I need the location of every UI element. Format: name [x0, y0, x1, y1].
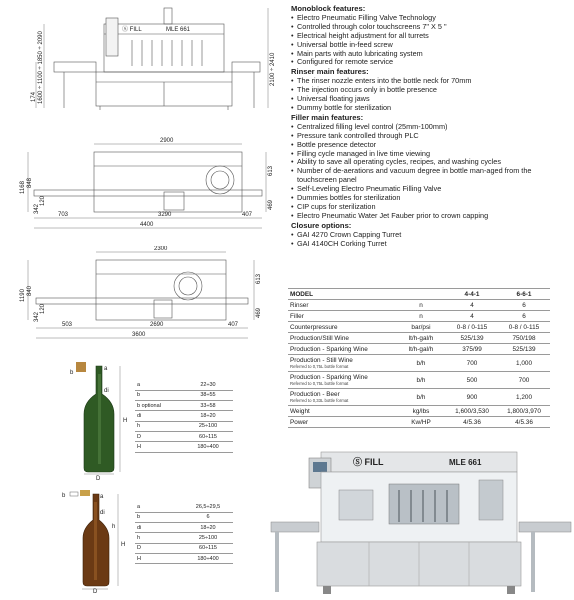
model-table-row — [288, 389, 550, 406]
row-note: Referred to 0,75L bottle format — [290, 364, 349, 369]
spec-key: b — [135, 512, 183, 522]
spec-value: 22÷30 — [183, 380, 233, 390]
photo-logo: Ⓢ FILL — [353, 457, 384, 467]
rinser-item: • The injection occurs only in bottle presence — [291, 86, 571, 95]
spec-key: di — [135, 411, 183, 421]
row-label-cell — [288, 372, 396, 389]
spec-key: D — [135, 543, 183, 553]
dim-407: 407 — [242, 212, 253, 218]
dim-840: 840 — [27, 285, 33, 296]
row-c3-cell: 0-8 / 0-115 — [446, 322, 498, 333]
wine-label-di: di — [104, 388, 109, 394]
dim-3600: 3600 — [132, 332, 146, 338]
spec-row — [135, 523, 233, 533]
row-c2-cell: bar/psi — [396, 322, 446, 333]
monoblock-item: • Electro Pneumatic Filling Valve Technology — [291, 14, 571, 23]
row-label: Production/Still Wine — [290, 334, 349, 342]
filler-item: • Filling cycle managed in live time viewing — [291, 150, 571, 159]
row-c4-cell: 0-8 / 0-115 — [498, 322, 550, 333]
dim-front-174: 174 — [31, 91, 37, 102]
filler-item: • Pressure tank controlled through PLC — [291, 132, 571, 141]
row-label-cell — [288, 406, 396, 417]
dim-703: 703 — [58, 212, 69, 218]
filler-item: • Bottle presence detector — [291, 141, 571, 150]
row-c3-cell: 900 — [446, 389, 498, 406]
spec-value: 25÷100 — [183, 421, 233, 431]
row-c2-cell: lt/h-gal/h — [396, 333, 446, 344]
row-c4-cell: 6 — [498, 311, 550, 322]
model-table-row — [288, 344, 550, 355]
beer-label-H: H — [121, 542, 126, 548]
spec-row — [135, 543, 233, 553]
monoblock-list — [291, 14, 571, 67]
top-view-small-svg — [14, 246, 276, 346]
monoblock-item: • Main parts with auto lubricating system — [291, 50, 571, 59]
filler-item: • Number of de-aerations and vacuum degree in bottle man-aged from the touchscreen panel — [291, 167, 571, 185]
touchscreen-icon — [313, 462, 327, 472]
row-c2-cell: b/h — [396, 389, 446, 406]
beer-label-h: h — [112, 524, 116, 530]
row-c2-cell: b/h — [396, 355, 446, 372]
dim-503: 503 — [62, 322, 73, 328]
spec-row — [135, 502, 233, 512]
dim-613: 613 — [268, 165, 274, 176]
row-c3-cell: 525/139 — [446, 333, 498, 344]
wine-label-a: a — [104, 366, 108, 372]
filler-item: • Electro Pneumatic Water Jet Fauber prior to crown capping — [291, 212, 571, 221]
dim-3290: 3290 — [158, 212, 172, 218]
spec-key: a — [135, 380, 183, 390]
dim-848: 848 — [27, 177, 33, 188]
dim-407-small: 407 — [228, 322, 239, 328]
dim-1168: 1168 — [20, 181, 26, 194]
front-view-drawing — [14, 4, 276, 124]
dim-613-small: 613 — [256, 273, 262, 284]
machine-photo — [269, 450, 574, 600]
row-c4-cell: 1,000 — [498, 355, 550, 372]
filler-title: Filler main features: — [291, 112, 364, 122]
row-c3-cell: 700 — [446, 355, 498, 372]
model-table-header — [288, 289, 550, 300]
header-441: 4-4-1 — [446, 289, 498, 300]
spec-value: 180÷400 — [183, 442, 233, 452]
row-c3-cell: 4/5.36 — [446, 417, 498, 428]
spec-key: h — [135, 421, 183, 431]
spec-row — [135, 421, 233, 431]
spec-key: D — [135, 431, 183, 441]
header-model: MODEL — [288, 289, 396, 300]
monoblock-item: • Controlled through color touchscreens 7" X 5 " — [291, 23, 571, 32]
row-label: Rinser — [290, 301, 309, 309]
model-table-row — [288, 300, 550, 311]
beer-label-di: di — [100, 510, 105, 516]
machine-photo-svg — [269, 450, 574, 600]
monoblock-title: Monoblock features: — [291, 4, 366, 13]
model-table-row — [288, 406, 550, 417]
row-c4-cell: 700 — [498, 372, 550, 389]
row-c2-cell: b/h — [396, 372, 446, 389]
beer-label-d: D — [93, 589, 98, 593]
dim-front-height-left: 1600 ÷ 1100 ÷ 1850 ÷ 2090 — [38, 31, 44, 104]
beer-label-b: b — [62, 493, 66, 499]
row-c4-cell: 1,800/3,970 — [498, 406, 550, 417]
row-label-cell — [288, 311, 396, 322]
filler-list — [291, 123, 571, 221]
monoblock-item: • Configured for remote service — [291, 58, 571, 67]
dim-469-small: 469 — [256, 307, 262, 318]
spec-key: a — [135, 502, 183, 512]
closure-list — [291, 231, 571, 249]
rinser-item: • Dummy bottle for sterilization — [291, 104, 571, 113]
filler-item: • Self-Leveling Electro Pneumatic Filling Valve — [291, 185, 571, 194]
monoblock-item: • Universal bottle in-feed screw — [291, 41, 571, 50]
rinser-item: • The rinser nozzle enters into the bottle neck for 70mm — [291, 77, 571, 86]
row-c3-cell: 1,600/3,530 — [446, 406, 498, 417]
spec-key: b — [135, 390, 183, 400]
spec-value: 60÷115 — [183, 431, 233, 441]
dim-469: 469 — [268, 199, 274, 210]
top-view-large-svg — [14, 136, 276, 236]
row-c4-cell: 4/5.36 — [498, 417, 550, 428]
row-c3-cell: 4 — [446, 311, 498, 322]
row-label: Production - Still Wine — [290, 357, 353, 364]
dim-2690: 2690 — [150, 322, 164, 328]
wine-spec-table — [135, 380, 233, 453]
spec-key: di — [135, 523, 183, 533]
closure-item: • GAI 4270 Crown Capping Turret — [291, 231, 571, 240]
front-logo: Ⓢ FILL — [122, 27, 142, 33]
closure-item: • GAI 4140CH Corking Turret — [291, 240, 571, 249]
spec-value: 33÷58 — [183, 401, 233, 411]
spec-row — [135, 553, 233, 563]
spec-value: 25÷100 — [183, 533, 233, 543]
rinser-title: Rinser main features: — [291, 67, 369, 77]
dim-2900: 2900 — [160, 138, 174, 144]
beer-spec-table — [135, 502, 233, 564]
dim-342: 342 — [34, 203, 40, 214]
beer-bottle-svg — [60, 488, 130, 593]
spec-key: H — [135, 553, 183, 563]
row-label: Weight — [290, 407, 310, 415]
spec-value: 6 — [183, 512, 233, 522]
spec-key: h — [135, 533, 183, 543]
row-c4-cell: 750/198 — [498, 333, 550, 344]
row-c3-cell: 500 — [446, 372, 498, 389]
row-label-cell — [288, 300, 396, 311]
row-label-cell — [288, 389, 396, 406]
model-table-row — [288, 372, 550, 389]
top-view-small-drawing — [14, 246, 276, 346]
row-c2-cell: n — [396, 300, 446, 311]
spec-value: 18÷20 — [183, 411, 233, 421]
spec-row — [135, 390, 233, 400]
filler-item: • Dummies bottles for sterilization — [291, 194, 571, 203]
row-c3-cell: 375/99 — [446, 344, 498, 355]
row-c2-cell: Kw/HP — [396, 417, 446, 428]
row-label-cell — [288, 344, 396, 355]
spec-row — [135, 411, 233, 421]
row-label: Counterpressure — [290, 323, 338, 331]
spec-value: 26,5÷29,5 — [183, 502, 233, 512]
wine-cork — [76, 362, 86, 372]
row-label: Production - Sparking Wine — [290, 345, 368, 353]
row-label: Production - Beer — [290, 391, 340, 398]
wine-label-d: D — [96, 476, 101, 480]
wine-label-b: b — [70, 370, 74, 376]
photo-model-plate: MLE 661 — [449, 458, 482, 467]
dim-120: 120 — [40, 195, 46, 206]
dim-4400: 4400 — [140, 222, 154, 228]
dim-120-small: 120 — [40, 303, 46, 314]
model-table-row — [288, 311, 550, 322]
spec-row — [135, 431, 233, 441]
rinser-item: • Universal floating jaws — [291, 95, 571, 104]
model-spec-table — [288, 288, 550, 428]
filler-item: • Centralized filling level control (25mm-100mm) — [291, 123, 571, 132]
spec-key: H — [135, 442, 183, 452]
rinser-list — [291, 77, 571, 113]
header-unit — [396, 289, 446, 300]
spec-row — [135, 380, 233, 390]
dim-2300: 2300 — [154, 246, 168, 252]
model-table-row — [288, 333, 550, 344]
dim-342-small: 342 — [34, 311, 40, 322]
row-c2-cell: kg/lbs — [396, 406, 446, 417]
row-note: Referred to 0,33L bottle format — [290, 398, 349, 403]
row-label: Filler — [290, 312, 304, 320]
row-c2-cell: n — [396, 311, 446, 322]
spec-key: b optional — [135, 401, 183, 411]
row-c4-cell: 525/139 — [498, 344, 550, 355]
beer-bottle-diagram — [60, 488, 130, 593]
model-table-row — [288, 355, 550, 372]
top-view-large-drawing — [14, 136, 276, 236]
header-661: 6-6-1 — [498, 289, 550, 300]
beer-label-a: a — [100, 494, 104, 500]
row-label-cell — [288, 322, 396, 333]
front-view-svg — [14, 4, 276, 124]
row-c4-cell: 1,200 — [498, 389, 550, 406]
wine-bottle-diagram — [60, 362, 130, 480]
row-c3-cell: 4 — [446, 300, 498, 311]
row-c2-cell: lt/h-gal/h — [396, 344, 446, 355]
filler-item: • CIP cups for sterilization — [291, 203, 571, 212]
row-c4-cell: 6 — [498, 300, 550, 311]
spec-value: 18÷20 — [183, 523, 233, 533]
wine-bottle-svg — [60, 362, 130, 480]
row-label: Production - Sparking Wine — [290, 374, 368, 381]
spec-row — [135, 512, 233, 522]
spec-value: 38÷55 — [183, 390, 233, 400]
model-table-row — [288, 322, 550, 333]
front-model-plate: MLE 661 — [166, 27, 191, 33]
wine-label-h: H — [123, 418, 128, 424]
row-note: Referred to 0,75L bottle format — [290, 381, 349, 386]
spec-row — [135, 401, 233, 411]
spec-row — [135, 442, 233, 452]
features-section — [291, 4, 571, 248]
dim-1190: 1190 — [20, 289, 26, 302]
filler-item: • Ability to save all operating cycles, recipes, and washing cycles — [291, 158, 571, 167]
dim-front-height-right: 2100 ÷ 2410 — [270, 52, 276, 86]
row-label-cell — [288, 355, 396, 372]
closure-title: Closure options: — [291, 220, 352, 230]
row-label: Power — [290, 418, 309, 426]
monoblock-item: • Electrical height adjustment for all turrets — [291, 32, 571, 41]
spec-value: 60÷115 — [183, 543, 233, 553]
row-label-cell — [288, 333, 396, 344]
model-table-row — [288, 417, 550, 428]
spec-value: 180÷400 — [183, 553, 233, 563]
row-label-cell — [288, 417, 396, 428]
spec-row — [135, 533, 233, 543]
